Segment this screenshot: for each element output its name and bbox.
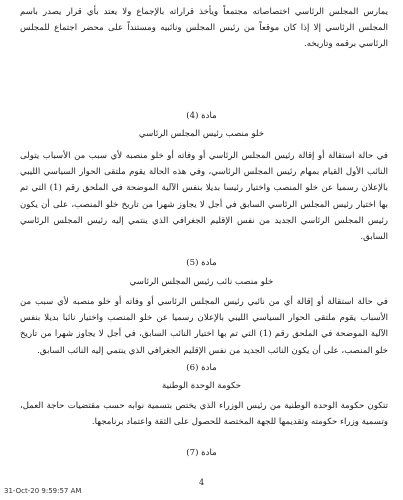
print-timestamp: 31-Oct-20 9:59:57 AM	[4, 487, 82, 495]
article-4-body: في حالة استقالة أو إقالة رئيس المجلس الرئاسي أو وفاته أو خلو منصبه لأي سبب من الأسباب يتولى النائب الأول القيام بمهام رئيس المجلس الرئاسي، وفي هذه الحالة يقوم ملتقى الحوار السياسي الليبي بالإعلان رسميا عن خلو المنصب واختيار رئيسا بديلا بنفس الآلية الموضحة في الملحق رقم (1) التي تم بها اختيار رئيس المجلس الرئاسي السابق في أجل لا يجاوز شهرا من تاريخ خلو المنصب، على أن يكون رئيس المجلس الرئاسي الجديد من نفس الإقليم الجغرافي الذي ينتمي إليه رئيس المجلس الرئاسي السابق.	[20, 151, 388, 243]
page-number: 4	[198, 478, 205, 487]
article-6-heading: مادة (6)	[186, 363, 217, 373]
article-5-title: خلو منصب نائب رئيس المجلس الرئاسي	[129, 277, 274, 287]
article-6-body: تتكون حكومة الوحدة الوطنية من رئيس الوزراء الذي يختص بتسمية نوابه حسب مقتضيات حاجة العمل، وتسمية وزراء حكومته وتقديمها للجهة المختصة للحصول على الثقة واعتماد برنامجها.	[20, 401, 388, 428]
article-4-heading: مادة (4)	[186, 111, 217, 121]
article-4-title: خلو منصب رئيس المجلس الرئاسي	[138, 129, 265, 139]
article-5-body: في حالة استقالة أو إقالة أي من نائبي رئيس المجلس الرئاسي أو وفاته أو خلو منصبه لأي سبب من الأسباب يقوم ملتقى الحوار السياسي الليبي بالإعلان رسميا عن خلو المنصب واختيار نائبا بديلا بنفس الآلية الموضحة في الملحق رقم (1) التي تم بها اختيار النائب السابق، في أجل لا يجاوز شهرا من تاريخ خلو المنصب، على أن يكون النائب الجديد من نفس الإقليم الجغرافي الذي ينتمي إليه النائب السابق.	[20, 297, 388, 356]
article-5-heading: مادة (5)	[186, 258, 217, 268]
article-6-title: حكومة الوحدة الوطنية	[161, 381, 242, 391]
intro-paragraph: يمارس المجلس الرئاسي اختصاصاته مجتمعاً ويأخذ قراراته بالإجماع ولا يعتد بأي قرار يصدر باسم المجلس الرئاسي إلا إذا كان موقعاً من رئيس المجلس ونائبيه ومستنداً على محضر اجتماع للمجلس الرئاسي برقمه وتاريخه.	[20, 7, 388, 50]
article-7-heading: مادة (7)	[186, 448, 217, 458]
